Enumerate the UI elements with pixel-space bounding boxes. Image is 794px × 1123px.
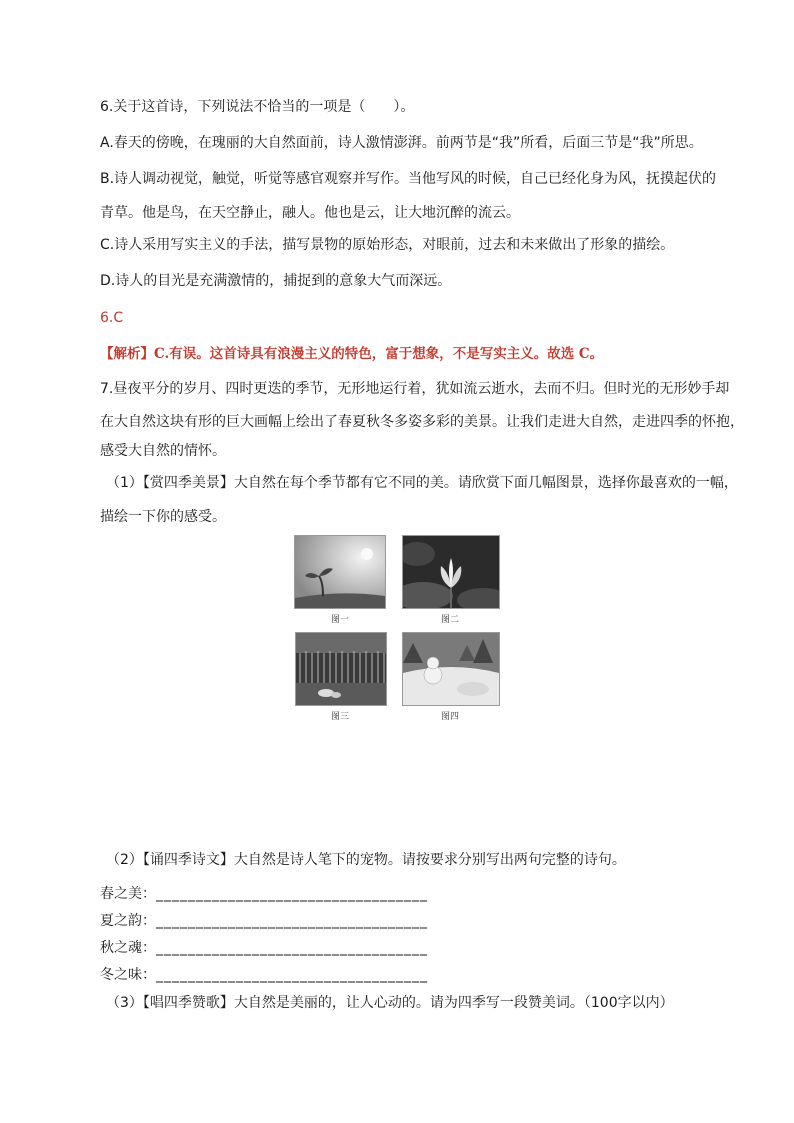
- figure-1-caption: 图一: [330, 615, 349, 625]
- q6-option-c: C.诗人采用写实主义的手法，描写景物的原始形态，对眼前，过去和未来做出了形象的描绘。: [100, 237, 675, 253]
- figure-1-seedling-image: [294, 535, 386, 609]
- fill-line-summer: [100, 911, 428, 931]
- answer-blank[interactable]: __________________________________: [156, 967, 428, 983]
- fill-label: 冬之味：: [100, 967, 156, 983]
- q6-analysis: [100, 344, 603, 364]
- q7-stem-line3: 感受大自然的情怀。: [100, 443, 226, 459]
- fill-line-winter: [100, 965, 428, 985]
- figure-4-caption: 图四: [440, 712, 459, 722]
- figure-2-caption: 图二: [440, 615, 459, 625]
- fill-line-spring: [100, 884, 428, 904]
- q6-option-d: D.诗人的目光是充满激情的，捕捉到的意象大气而深远。: [100, 273, 452, 289]
- answer-blank[interactable]: __________________________________: [156, 940, 428, 956]
- answer-blank[interactable]: __________________________________: [156, 913, 428, 929]
- figure-3-caption: 图三: [330, 712, 349, 722]
- q6-option-b-line2: 青草。他是鸟，在天空静止，融人。他也是云，让大地沉醉的流云。: [100, 205, 520, 221]
- fill-label: 春之美：: [100, 886, 156, 902]
- fill-label: 秋之魂：: [100, 940, 156, 956]
- q6-option-a: A.春天的傍晚，在瑰丽的大自然面前，诗人激情澎湃。前两节是“我”所看，后面三节是“我”所思。: [100, 135, 703, 151]
- fill-label: 夏之韵：: [100, 913, 156, 929]
- figure-2-lotus-image: [402, 535, 500, 609]
- fill-line-autumn: [100, 938, 428, 958]
- q7-part3: （3）【唱四季赞歌】大自然是美丽的，让人心动的。请为四季写一段赞美词。（100字以内）: [106, 995, 674, 1011]
- q7-part2: （2）【诵四季诗文】大自然是诗人笔下的宠物。请按要求分别写出两句完整的诗句。: [106, 852, 626, 868]
- figure-3-autumn-image: [295, 632, 387, 706]
- q7-part1-line2: 描绘一下你的感受。: [100, 509, 226, 525]
- answer-blank[interactable]: __________________________________: [156, 886, 428, 902]
- q7-stem-line1: 7.昼夜平分的岁月、四时更迭的季节，无形地运行着，犹如流云逝水，去而不归。但时光的无形妙手却: [100, 381, 730, 397]
- analysis-tag: 【解析】: [100, 346, 154, 362]
- figure-4-winter-image: [402, 632, 500, 706]
- q6-stem: 6.关于这首诗，下列说法不恰当的一项是（ ）。: [100, 99, 415, 115]
- q7-stem-line2: 在大自然这块有形的巨大画幅上绘出了春夏秋冬多姿多彩的美景。让我们走进大自然，走进四季的怀抱，: [100, 414, 744, 430]
- analysis-text: C.有误。这首诗具有浪漫主义的特色，富于想象，不是写实主义。故选 C。: [154, 346, 604, 362]
- q7-part1-line1: （1）【赏四季美景】大自然在每个季节都有它不同的美。请欣赏下面几幅图景，选择你最喜欢的一幅，: [106, 475, 738, 491]
- q6-answer: 6.C: [100, 310, 124, 326]
- q6-option-b-line1: B.诗人调动视觉，触觉，听觉等感官观察并写作。当他写风的时候，自己已经化身为风，抚摸起伏的: [100, 171, 717, 187]
